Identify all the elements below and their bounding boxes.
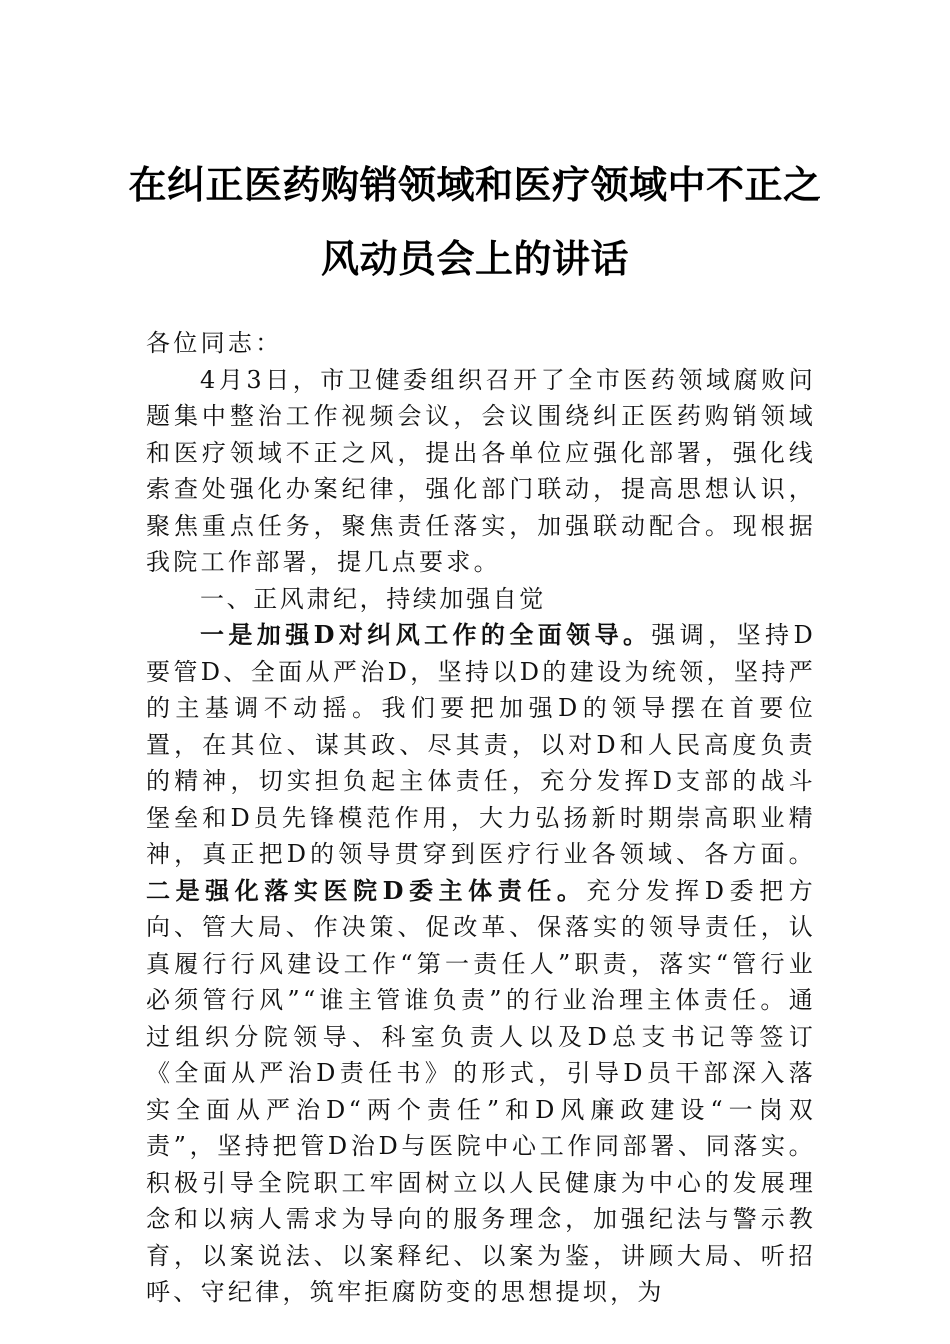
document-title-line-2: 风动员会上的讲话 — [320, 236, 629, 281]
paragraph-intro: 4月3日，市卫健委组织召开了全市医药领域腐败问题集中整治工作视频会议，会议围绕纠正医药购销领域和医疗领域不正之风，提出各单位应强化部署，强化线索查处强化办案纪律，强化部门联动，提高思想认识，聚焦重点任务，聚焦责任落实，加强联动配合。现根据我院工作部署，提几点要求。 — [146, 365, 816, 576]
point-1-text: 强调，坚持D要管D、全面从严治D，坚持以D的建设为统领，坚持严的主基调不动摇。我们要把加强D的领导摆在首要位置，在其位、谋其政、尽其责，以对D和人民高度负责的精神，切实担负起主体责任，充分发挥D支部的战斗堡垒和D员先锋模范作用，大力弘扬新时期崇高职业精神，真正把D的领导贯穿到医疗行业各领域、各方面。 — [146, 621, 816, 868]
point-2-text: 充分发挥D委把方向、管大局、作决策、促改革、保落实的领导责任，认真履行行风建设工作“第一责任人”职责，落实“管行业必须管行风”“谁主管谁负责”的行业治理主体责任。通过组织分院领导、科室负责人以及D总支书记等签订《全面从严治D责任书》的形式，引导D员干部深入落实全面从严治D“两个责任”和D风廉政建设“一岗双责”，坚持把管D治D与医院中心工作同部署、同落实。积极引导全院职工牢固树立以人民健康为中心的发展理念和以病人需求为导向的服务理念，加强纪法与警示教育，以案说法、以案释纪、以案为鉴，讲顾大局、听招呼、守纪律，筑牢拒腐防变的思想提坝，为 — [146, 876, 816, 1306]
point-2-heading: 二是强化落实医院D委主体责任。 — [146, 875, 587, 905]
point-1-heading: 一是加强D对纠风工作的全面领导。 — [200, 620, 652, 649]
document-body — [146, 325, 816, 1311]
salutation: 各位同志： — [146, 329, 283, 357]
paragraph-section-1 — [146, 617, 816, 1311]
section-heading-1: 一、正风肃纪，持续加强自觉 — [200, 584, 546, 613]
document-title-line-1: 在纠正医药购销领域和医疗领域中不正之 — [128, 162, 822, 207]
